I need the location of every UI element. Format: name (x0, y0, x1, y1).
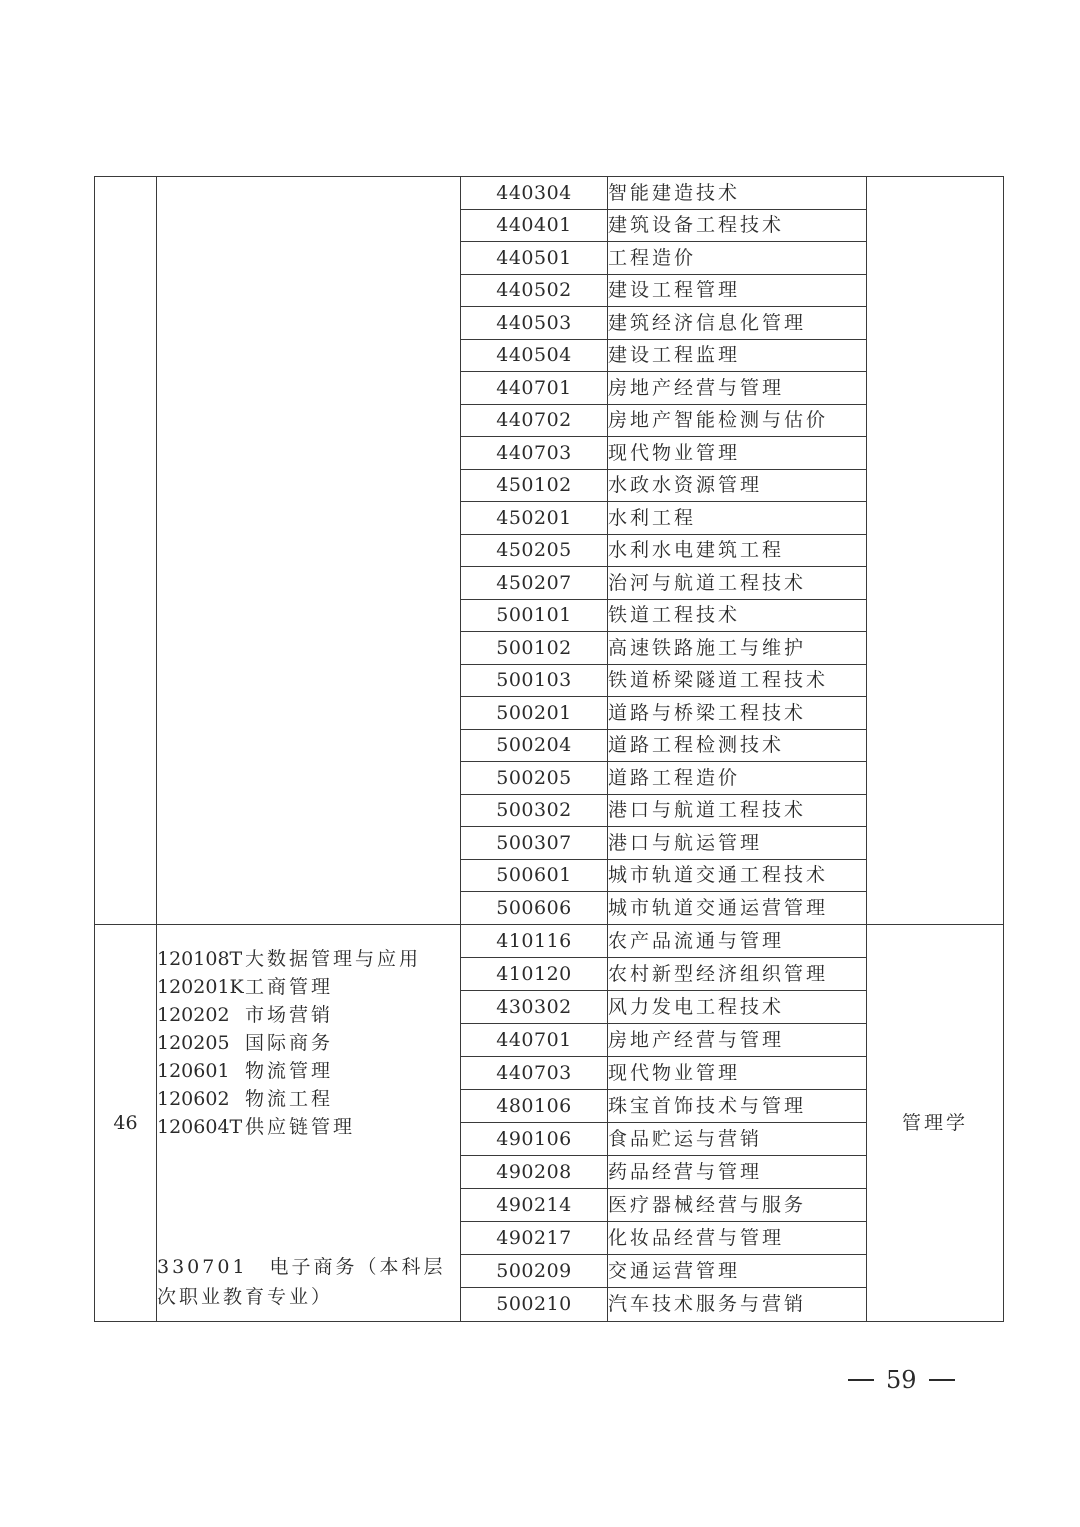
vocational-major-name: 城市轨道交通运营管理 (608, 892, 867, 925)
undergrad-major-code: 120108T (157, 947, 243, 970)
vocational-major-code: 450102 (461, 469, 608, 502)
vocational-major-name: 房地产智能检测与估价 (608, 404, 867, 437)
footer-dash-right (929, 1379, 955, 1381)
vocational-major-code: 500103 (461, 664, 608, 697)
major-catalog-table (94, 176, 1004, 1322)
vocational-major-name: 珠宝首饰技术与管理 (608, 1089, 867, 1122)
undergrad-major-name: 国际商务 (245, 1031, 334, 1054)
vocational-major-name: 水利工程 (608, 502, 867, 535)
vocational-major-code: 440304 (461, 177, 608, 210)
vocational-major-code: 480106 (461, 1089, 608, 1122)
vocational-major-code: 500209 (461, 1255, 608, 1288)
vocational-major-code: 440701 (461, 372, 608, 405)
vocational-major-name: 建设工程管理 (608, 274, 867, 307)
vocational-major-name: 建筑经济信息化管理 (608, 307, 867, 340)
vocational-major-name: 房地产经营与管理 (608, 1023, 867, 1056)
vocational-major-name: 水利水电建筑工程 (608, 534, 867, 567)
vocational-major-name: 药品经营与管理 (608, 1156, 867, 1189)
vocational-major-code: 440703 (461, 437, 608, 470)
vocational-major-code: 500102 (461, 632, 608, 665)
vocational-major-code: 500307 (461, 827, 608, 860)
vocational-major-name: 高速铁路施工与维护 (608, 632, 867, 665)
vocational-major-name: 铁道桥梁隧道工程技术 (608, 664, 867, 697)
undergrad-major-item (157, 1029, 421, 1057)
vocational-major-name: 医疗器械经营与服务 (608, 1189, 867, 1222)
undergrad-major-item (157, 1113, 421, 1141)
vocational-major-name: 食品贮运与营销 (608, 1122, 867, 1155)
vocational-major-code: 440401 (461, 209, 608, 242)
vocational-major-code: 410116 (461, 924, 608, 957)
undergrad-major-item (157, 1057, 421, 1085)
vocational-major-code: 440702 (461, 404, 608, 437)
vocational-major-code: 440504 (461, 339, 608, 372)
vocational-major-name: 治河与航道工程技术 (608, 567, 867, 600)
vocational-major-name: 汽车技术服务与营销 (608, 1288, 867, 1321)
vocational-major-code: 440703 (461, 1056, 608, 1089)
vocational-major-name: 水政水资源管理 (608, 469, 867, 502)
vocational-major-code: 500205 (461, 762, 608, 795)
undergrad-major-name: 供应链管理 (245, 1115, 356, 1138)
vocational-major-name: 道路工程检测技术 (608, 729, 867, 762)
vocational-major-code: 450205 (461, 534, 608, 567)
vocational-major-name: 建筑设备工程技术 (608, 209, 867, 242)
vocational-major-name: 现代物业管理 (608, 1056, 867, 1089)
vocational-major-name: 现代物业管理 (608, 437, 867, 470)
undergrad-majors-block (157, 925, 460, 1321)
vocational-major-name: 房地产经营与管理 (608, 372, 867, 405)
vocational-major-code: 490217 (461, 1222, 608, 1255)
vocational-major-code: 450201 (461, 502, 608, 535)
page-footer (848, 1366, 955, 1394)
discipline-category-cell (867, 177, 1004, 925)
vocational-major-name: 农村新型经济组织管理 (608, 957, 867, 990)
vocational-major-name: 道路与桥梁工程技术 (608, 697, 867, 730)
vocational-major-code: 430302 (461, 990, 608, 1023)
undergrad-major-item (157, 945, 421, 973)
vocational-major-name: 交通运营管理 (608, 1255, 867, 1288)
undergrad-vocational-major: 330701 电子商务（本科层次职业教育专业） (157, 1255, 446, 1308)
footer-dash-left (848, 1379, 874, 1381)
undergrad-major-code: 120202 (157, 1003, 230, 1026)
catalog-table-body (95, 177, 1004, 1322)
vocational-major-code: 440701 (461, 1023, 608, 1056)
vocational-major-code: 500601 (461, 859, 608, 892)
undergrad-major-name: 物流管理 (245, 1059, 334, 1082)
vocational-major-code: 440503 (461, 307, 608, 340)
vocational-major-code: 410120 (461, 957, 608, 990)
undergrad-major-name: 物流工程 (245, 1087, 334, 1110)
undergrad-major-item (157, 973, 421, 1001)
vocational-major-code: 490208 (461, 1156, 608, 1189)
vocational-major-name: 道路工程造价 (608, 762, 867, 795)
vocational-major-name: 智能建造技术 (608, 177, 867, 210)
group-index-cell (95, 177, 157, 925)
vocational-major-code: 440502 (461, 274, 608, 307)
vocational-major-code: 500201 (461, 697, 608, 730)
vocational-major-code: 500204 (461, 729, 608, 762)
vocational-major-code: 450207 (461, 567, 608, 600)
vocational-major-code: 490106 (461, 1122, 608, 1155)
undergrad-major-name: 工商管理 (245, 975, 334, 998)
vocational-major-name: 风力发电工程技术 (608, 990, 867, 1023)
undergrad-major-item (157, 1001, 421, 1029)
undergrad-major-name: 大数据管理与应用 (245, 947, 422, 970)
vocational-major-code: 440501 (461, 242, 608, 275)
undergrad-major-code: 120604T (157, 1115, 243, 1138)
table-row (95, 177, 1004, 210)
vocational-major-code: 500210 (461, 1288, 608, 1321)
vocational-major-code: 490214 (461, 1189, 608, 1222)
undergrad-major-code: 120602 (157, 1087, 230, 1110)
undergrad-major-item (157, 1085, 421, 1113)
undergrad-majors-cell (157, 924, 461, 1321)
page-number: 59 (886, 1366, 917, 1394)
table-row (95, 924, 1004, 957)
undergrad-major-code: 120205 (157, 1031, 230, 1054)
undergrad-majors-cell (157, 177, 461, 925)
vocational-major-name: 城市轨道交通工程技术 (608, 859, 867, 892)
vocational-major-code: 500101 (461, 599, 608, 632)
vocational-major-name: 农产品流通与管理 (608, 924, 867, 957)
undergrad-major-code: 120201K (157, 975, 244, 998)
vocational-major-name: 工程造价 (608, 242, 867, 275)
vocational-major-name: 港口与航运管理 (608, 827, 867, 860)
vocational-major-name: 港口与航道工程技术 (608, 794, 867, 827)
vocational-major-code: 500606 (461, 892, 608, 925)
vocational-major-name: 铁道工程技术 (608, 599, 867, 632)
undergrad-major-code: 120601 (157, 1059, 230, 1082)
vocational-major-name: 建设工程监理 (608, 339, 867, 372)
vocational-major-name: 化妆品经营与管理 (608, 1222, 867, 1255)
group-index: 46 (95, 924, 157, 1321)
vocational-major-code: 500302 (461, 794, 608, 827)
undergrad-major-name: 市场营销 (245, 1003, 334, 1026)
undergrad-majors-list (157, 945, 421, 1141)
discipline-category: 管理学 (867, 924, 1004, 1321)
